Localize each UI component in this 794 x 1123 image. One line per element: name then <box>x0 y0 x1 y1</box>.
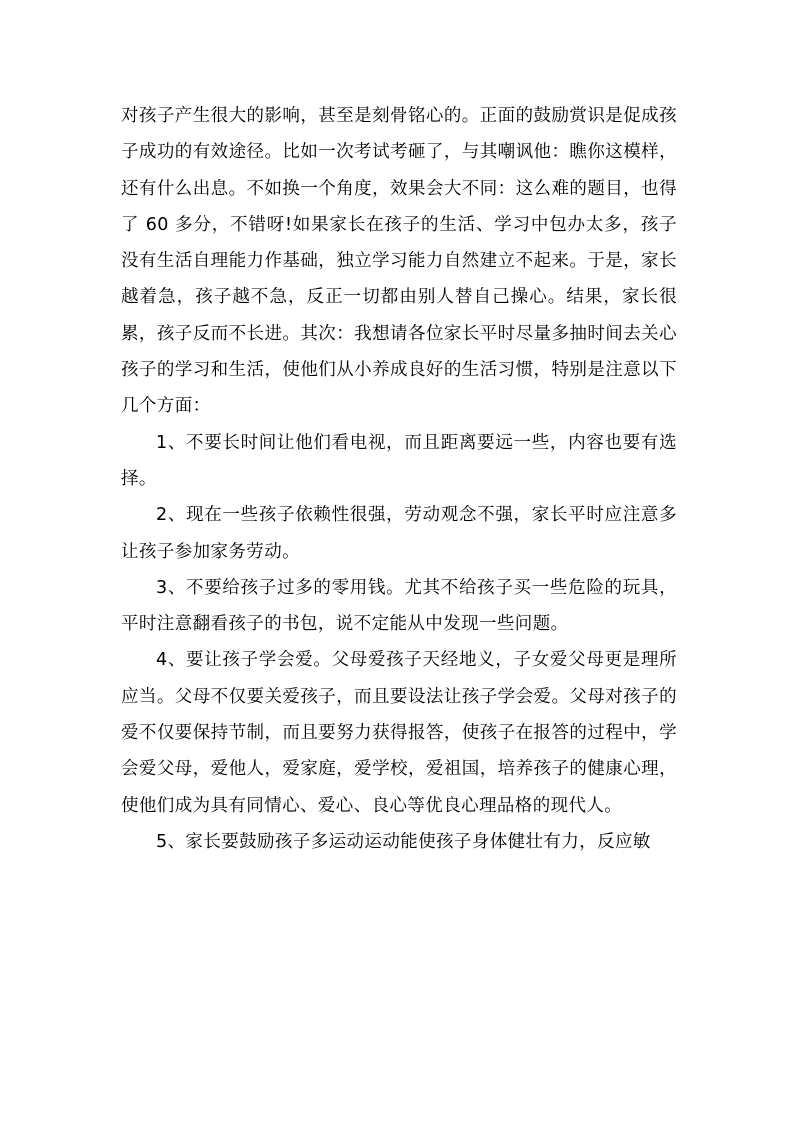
paragraph-intro: 对孩子产生很大的影响，甚至是刻骨铭心的。正面的鼓励赏识是促成孩子成功的有效途径。比如一次考试考砸了，与其嘲讽他：瞧你这模样，还有什么出息。不如换一个角度，效果会大不同：这么难的题目，也得了 60 多分，不错呀!如果家长在孩子的生活、学习中包办太多，孩子没有生活自理能力作基础，独立学习能力自然建立不起来。于是，家长越着急，孩子越不急，反正一切都由别人替自己操心。结果，家长很累，孩子反而不长进。其次：我想请各位家长平时尽量多抽时间去关心孩子的学习和生活，使他们从小养成良好的生活习惯，特别是注意以下几个方面： <box>121 106 677 417</box>
paragraph-item-5: 5、家长要鼓励孩子多运动运动能使孩子身体健壮有力，反应敏 <box>156 831 651 852</box>
paragraph-item-1: 1、不要长时间让他们看电视，而且距离要远一些，内容也要有选择。 <box>121 432 677 489</box>
document-body <box>121 98 677 860</box>
paragraph-item-3: 3、不要给孩子过多的零用钱。尤其不给孩子买一些危险的玩具，平时注意翻看孩子的书包，说不定能从中发现一些问题。 <box>121 577 677 635</box>
paragraph-item-4: 4、要让孩子学会爱。父母爱孩子天经地义，子女爱父母更是理所应当。父母不仅要关爱孩子，而且要设法让孩子学会爱。父母对孩子的爱不仅要保持节制，而且要努力获得报答，使孩子在报答的过程中，学会爱父母，爱他人，爱家庭，爱学校，爱祖国，培养孩子的健康心理，使他们成为具有同情心、爱心、良心等优良心理品格的现代人。 <box>121 650 677 816</box>
paragraph-item-2: 2、现在一些孩子依赖性很强，劳动观念不强，家长平时应注意多让孩子参加家务劳动。 <box>121 505 677 562</box>
